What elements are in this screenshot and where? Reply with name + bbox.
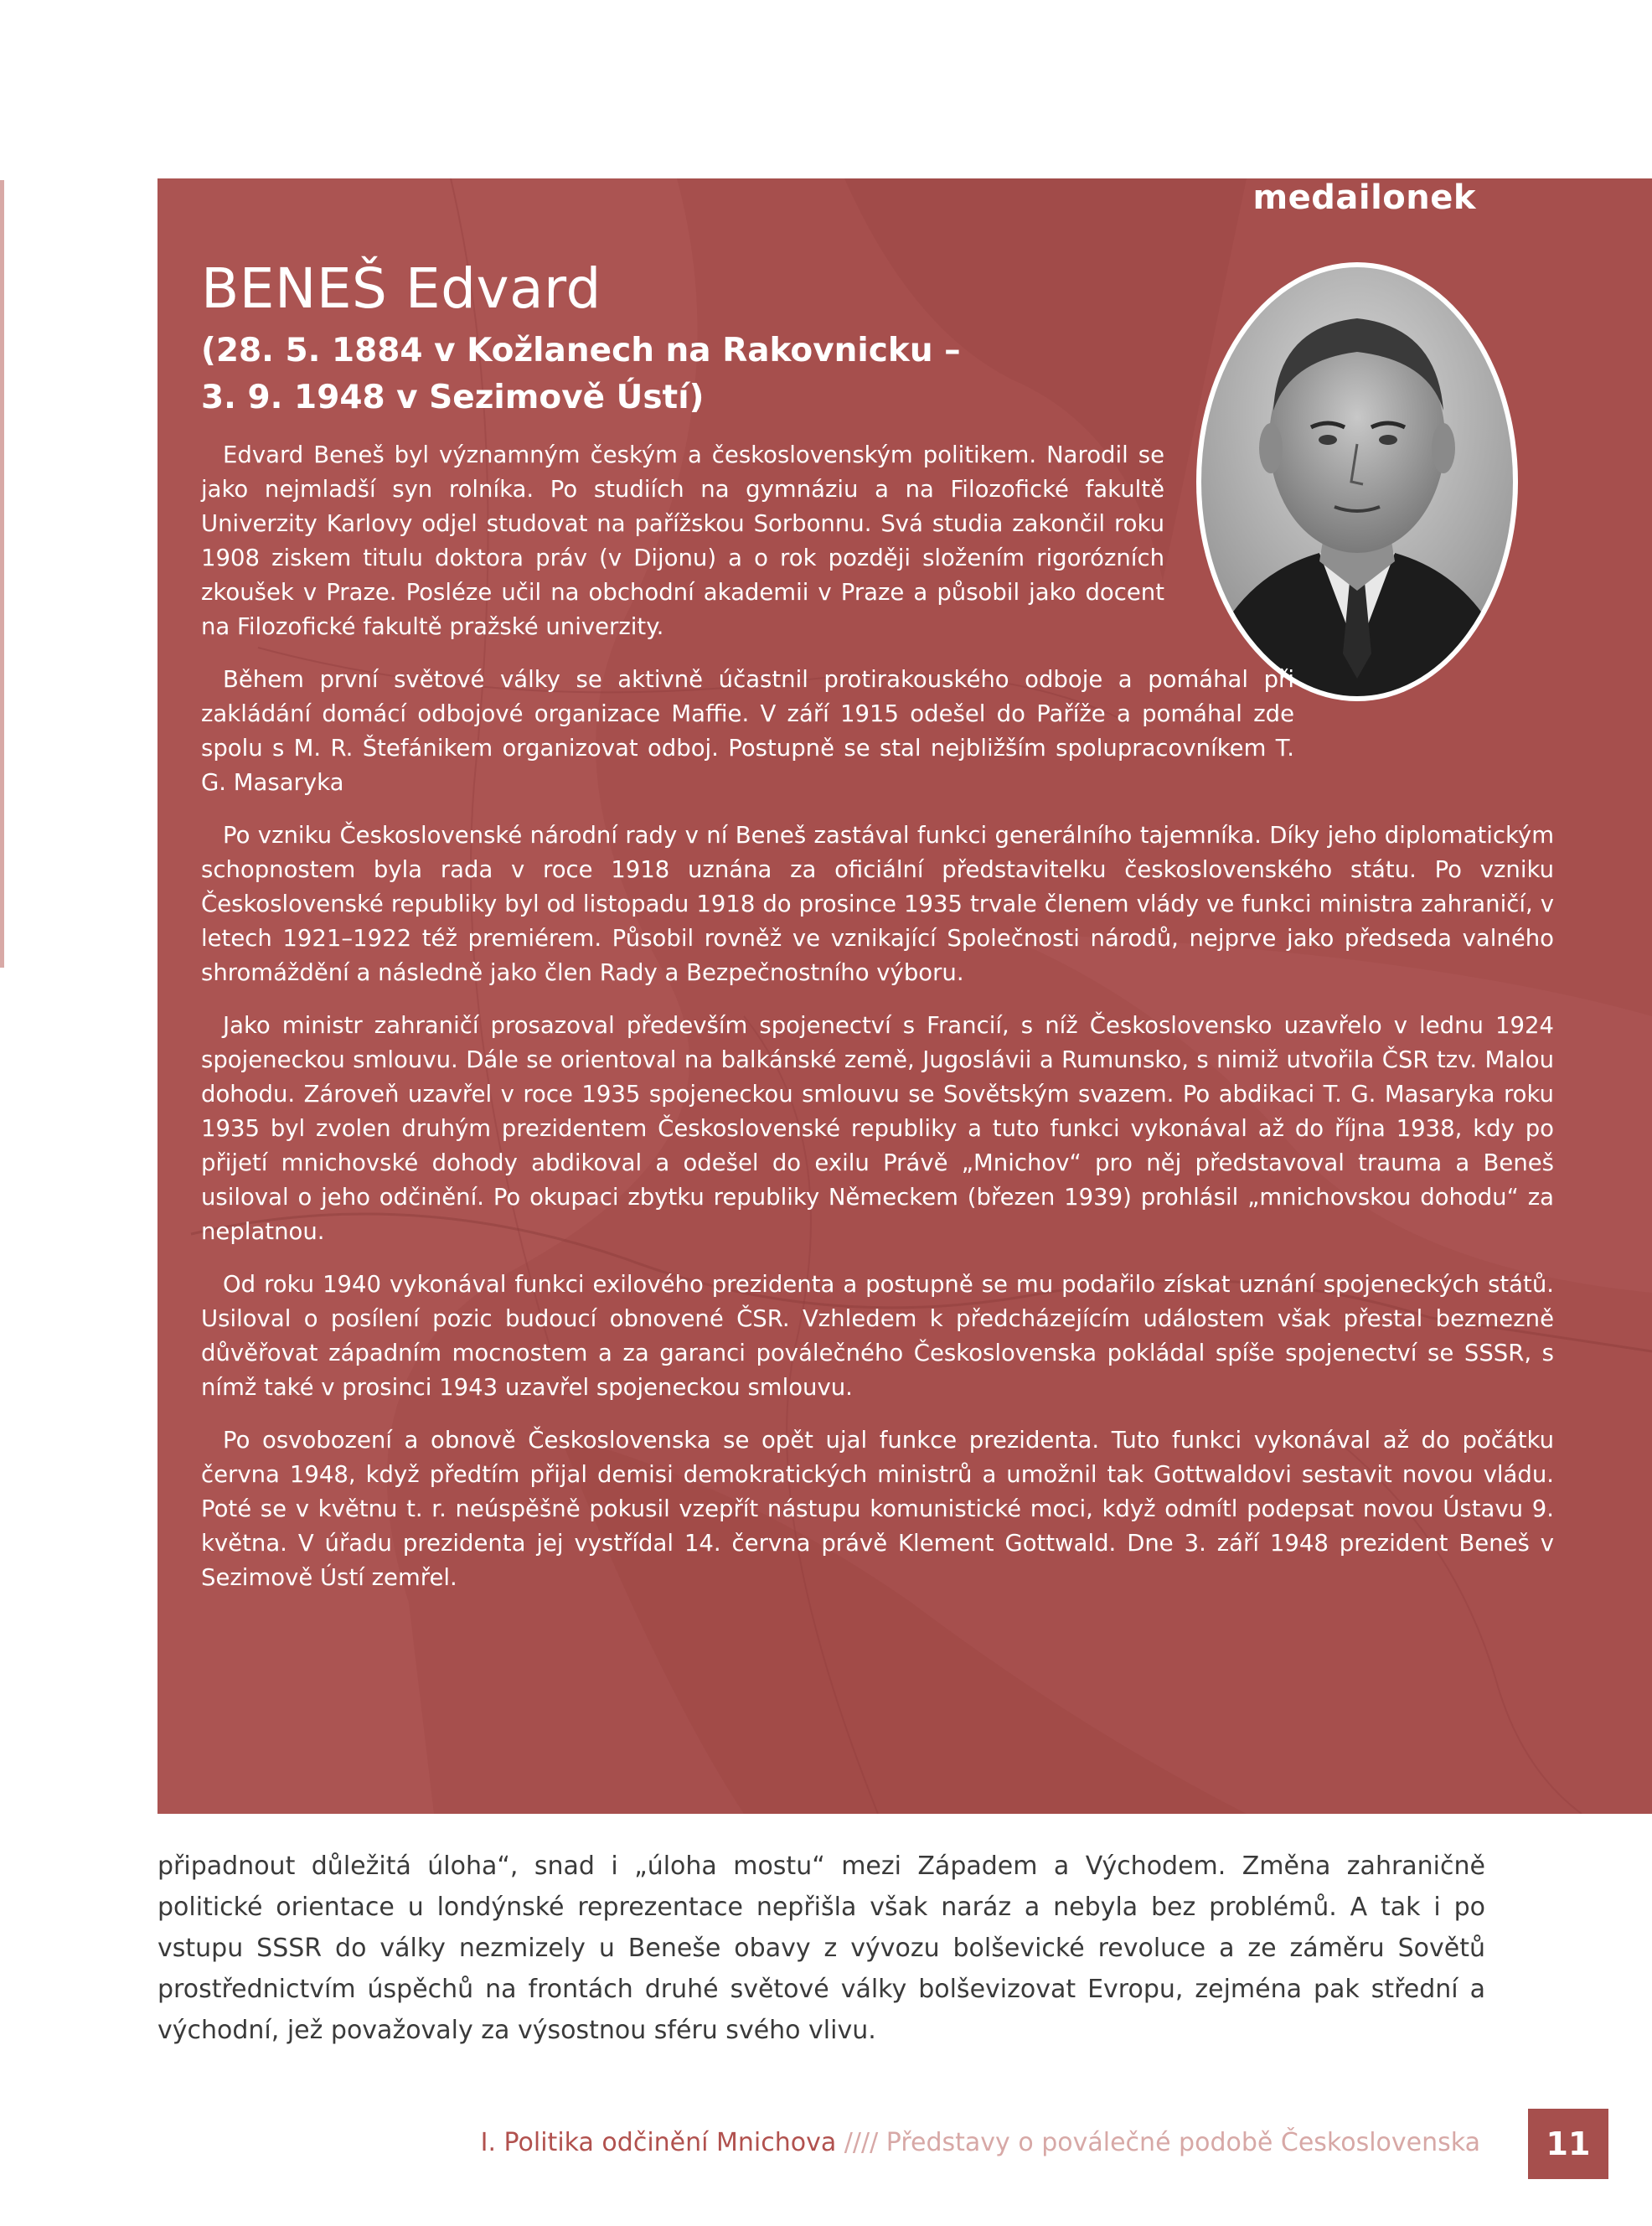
paragraph-post-war: Po osvobození a obnově Československa se opět ujal funkce prezidenta. Tuto funkci vykonával až do počátku června 1948, když předtím přijal demisi demokratických ministrů a umožnil tak Gottwaldovi sestavit novou vládu. Poté se v květnu t. r. neúspěšně pokusil vzepřít nástupu komunistické moci, když odmítl podepsat novou Ústavu 9. května. V úřadu prezidenta jej vystřídal 14. června právě Klement Gottwald. Dne 3. září 1948 prezident Beneš v Sezimově Ústí zemřel.	[201, 1427, 1554, 1591]
paragraph-early-life: Edvard Beneš byl významným českým a československým politikem. Narodil se jako nejmladší syn rolníka. Po studiích na gymnáziu a na Filozofické fakultě Univerzity Karlovy odjel studovat na pařížskou Sorbonnu. Svá studia zakončil roku 1908 ziskem titulu doktora práv (v Dijonu) a o rok později složením rigorózních zkoušek v Praze. Posléze učil na obchodní akademii v Praze a působil jako docent na Filozofické fakultě pražské univerzity.	[201, 442, 1164, 640]
footer-chapter-subtitle: Představy o poválečné podobě Československa	[885, 2128, 1480, 2157]
biography-text	[201, 438, 1554, 1614]
subtitle-line-birth: (28. 5. 1884 v Kožlanech na Rakovnicku –	[201, 332, 961, 369]
paragraph-wwi: Během první světové války se aktivně účastnil protirakouského odboje a pomáhal při zakládání domácí odbojové organizace Maffie. V září 1915 odešel do Paříže a pomáhal zde spolu s M. R. Štefánikem organizovat odboj. Postupně se stal nejbližším spolupracovníkem T. G. Masaryka	[201, 666, 1294, 796]
running-footer	[481, 2128, 1480, 2157]
footer-chapter: I. Politika odčinění Mnichova	[480, 2128, 837, 2157]
life-dates-subtitle	[201, 328, 961, 421]
person-name-title: BENEŠ Edvard	[201, 256, 601, 321]
section-label: medailonek	[1252, 178, 1476, 217]
side-strip	[0, 180, 4, 968]
paragraph-national-council: Po vzniku Československé národní rady v ní Beneš zastával funkci generálního tajemníka. Díky jeho diplomatickým schopnostem byla rada v roce 1918 uznána za oficiální představitelku československého státu. Po vzniku Československé republiky byl od listopadu 1918 do prosince 1935 trvale členem vlády ve funkci ministra zahraničí, v letech 1921–1922 též premiérem. Působil rovněž ve vznikající Společnosti národů, nejprve jako předseda valného shromáždění a následně jako člen Rady a Bezpečnostního výboru.	[201, 822, 1554, 986]
page-number-box	[1528, 2109, 1608, 2179]
footer-separator: ////	[844, 2128, 879, 2157]
main-text-continuation: připadnout důležitá úloha“, snad i „úloha mostu“ mezi Západem a Východem. Změna zahraničně politické orientace u londýnské reprezentace nepřišla však naráz a nebyla bez problémů. A tak i po vstupu SSSR do války nezmizely u Beneše obavy z vývozu bolševické revoluce a ze záměru Sovětů prostřednictvím úspěchů na frontách druhé světové války bolševizovat Evropu, zejména pak střední a východní, jež považovaly za výsostnou sféru svého vlivu.	[157, 1852, 1485, 2045]
paragraph-exile: Od roku 1940 vykonával funkci exilového prezidenta a postupně se mu podařilo získat uznání spojeneckých států. Usiloval o posílení pozic budoucí obnovené ČSR. Vzhledem k předcházejícím událostem však přestal bezmezně důvěřovat západním mocnostem a za garanci poválečného Československa pokládal spíše spojenectví se SSSR, s nímž také v prosinci 1943 uzavřel spojeneckou smlouvu.	[201, 1271, 1554, 1401]
page-number: 11	[1546, 2125, 1591, 2162]
subtitle-line-death: 3. 9. 1948 v Sezimově Ústí)	[201, 379, 705, 416]
paragraph-foreign-minister: Jako ministr zahraničí prosazoval především spojenectví s Francií, s níž Československo uzavřelo v lednu 1924 spojeneckou smlouvu. Dále se orientoval na balkánské země, Jugoslávii a Rumunsko, s nimiž utvořila ČSR tzv. Malou dohodu. Zároveň uzavřel v roce 1935 spojeneckou smlouvu se Sovětským svazem. Po abdikaci T. G. Masaryka roku 1935 byl zvolen druhým prezidentem Československé republiky a tuto funkci vykonával až do října 1938, kdy po přijetí mnichovské dohody abdikoval a odešel do exilu Právě „Mnichov“ pro něj představoval trauma a Beneš usiloval o jeho odčinění. Po okupaci zbytku republiky Německem (březen 1939) prohlásil „mnichovskou dohodu“ za neplatnou.	[201, 1012, 1554, 1245]
medallion-panel	[157, 178, 1652, 1814]
